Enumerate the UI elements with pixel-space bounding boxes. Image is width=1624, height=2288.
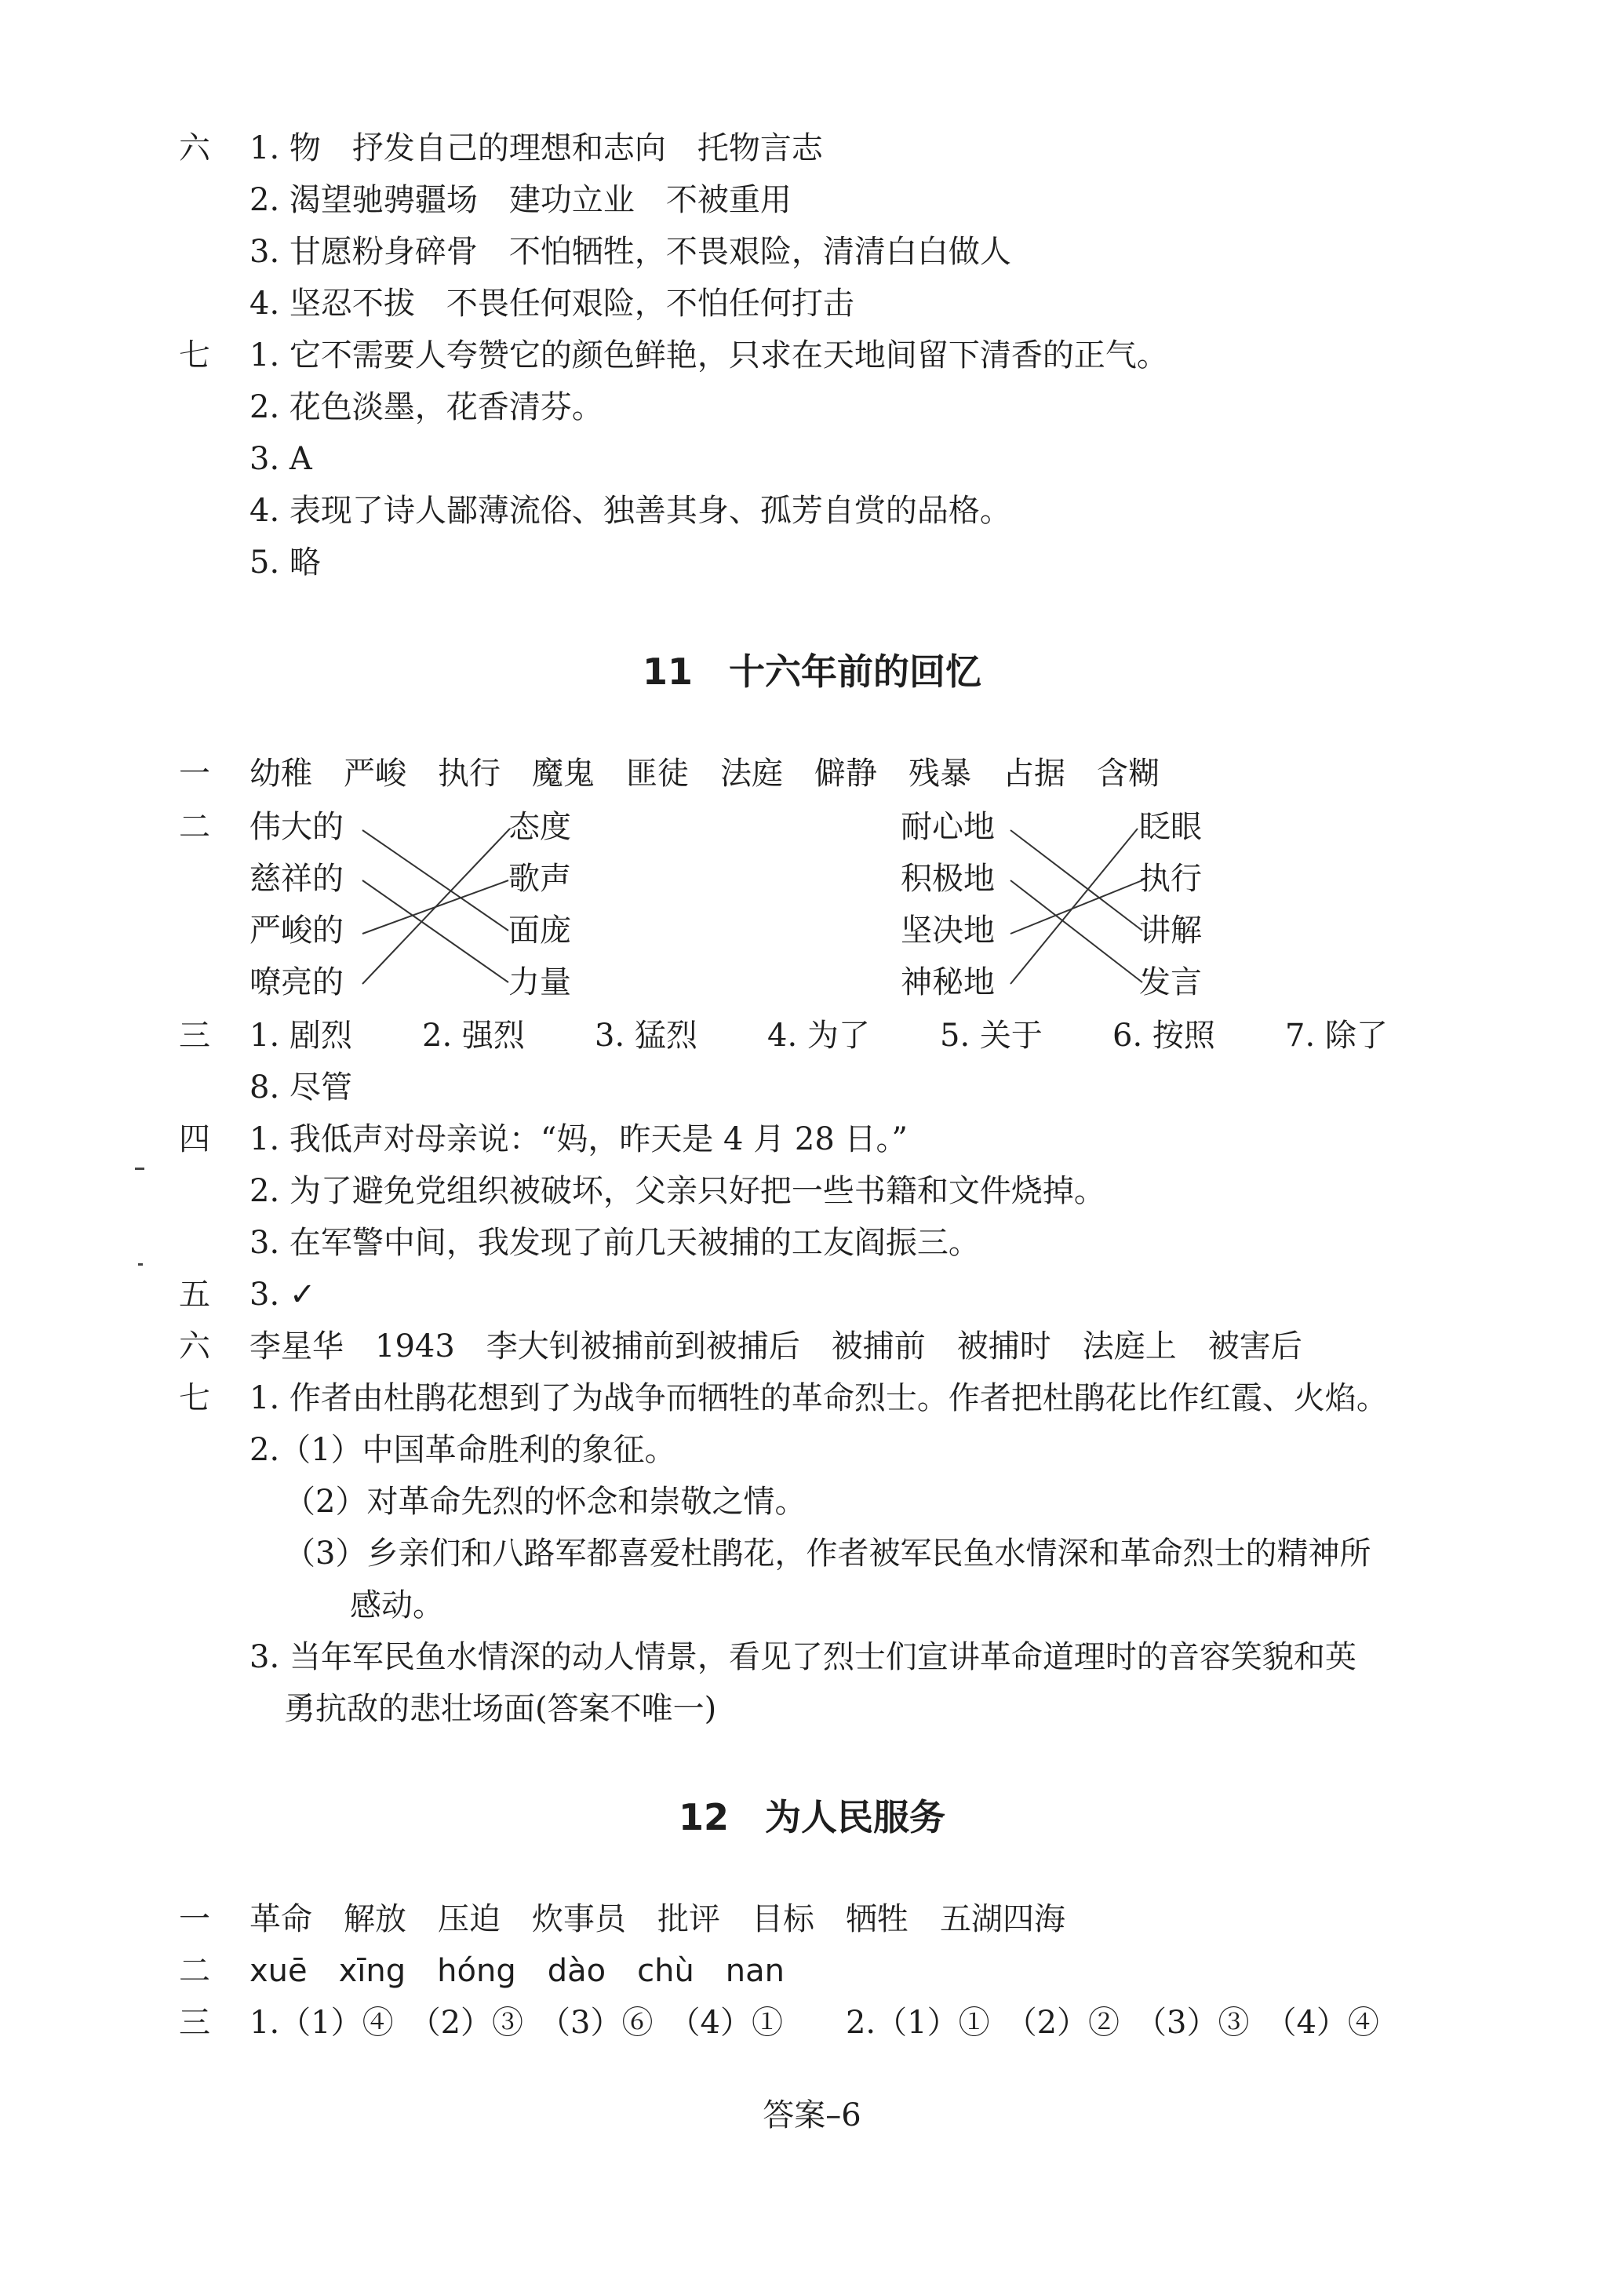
answer-line: 2. 渴望驰骋疆场 建功立业 不被重用	[249, 182, 792, 218]
answer-line: 4. 坚忍不拔 不畏任何艰险，不怕任何打击	[249, 286, 854, 322]
answer-line: （3）乡亲们和八路军都喜爱杜鹃花，作者被军民鱼水情深和革命烈士的精神所	[284, 1536, 1371, 1572]
match-word: 嘹亮的	[249, 964, 344, 1000]
section-label-qi: 七	[179, 337, 210, 373]
answer-item: 1. 剧烈	[249, 1018, 352, 1054]
section-label-er: 二	[179, 1953, 210, 1989]
answer-item: 6. 按照	[1112, 1018, 1215, 1054]
answer-line: 1. 它不需要人夸赞它的颜色鲜艳，只求在天地间留下清香的正气。	[249, 337, 1168, 373]
answer-line: 3. 当年军民鱼水情深的动人情景，看见了烈士们宣讲革命道理时的音容笑貌和英	[249, 1639, 1356, 1675]
match-word: 眨眼	[1139, 809, 1202, 845]
section-label-san: 三	[179, 2005, 210, 2041]
answer-item: 2. 强烈	[422, 1018, 525, 1054]
answer-line: 5. 略	[249, 545, 321, 581]
match-word: 严峻的	[249, 913, 344, 949]
section-label-yi: 一	[179, 1901, 210, 1937]
answer-line: 3. 在军警中间，我发现了前几天被捕的工友阎振三。	[249, 1225, 980, 1261]
answer-line: 勇抗敌的悲壮场面(答案不唯一)	[284, 1691, 717, 1727]
lesson-11-title: 11 十六年前的回忆	[642, 650, 981, 693]
section-label-yi: 一	[179, 756, 210, 792]
section-label-san: 三	[179, 1018, 210, 1054]
page-number: 答案–6	[763, 2097, 861, 2133]
match-word: 慈祥的	[249, 861, 344, 897]
scan-mark	[135, 1168, 144, 1170]
answer-line: 1. 作者由杜鹃花想到了为战争而牺牲的革命烈士。作者把杜鹃花比作红霞、火焰。	[249, 1380, 1388, 1416]
match-word: 积极地	[901, 861, 995, 897]
match-word: 歌声	[508, 861, 571, 897]
match-word: 面庞	[508, 913, 571, 949]
section-label-si: 四	[179, 1121, 210, 1157]
answer-line: 2.（1）中国革命胜利的象征。	[249, 1432, 676, 1468]
answer-line: 2. 为了避免党组织被破坏，父亲只好把一些书籍和文件烧掉。	[249, 1173, 1105, 1209]
match-line	[1010, 880, 1142, 934]
answer-line: 3. ✓	[249, 1277, 316, 1313]
match-word: 耐心地	[901, 809, 995, 845]
match-line	[362, 830, 508, 931]
match-word: 执行	[1139, 861, 1202, 897]
match-line	[362, 880, 508, 982]
match-word: 坚决地	[901, 913, 995, 949]
answer-line: 1. 我低声对母亲说：“妈，昨天是 4 月 28 日。”	[249, 1121, 908, 1157]
answer-item: 4. 为了	[767, 1018, 870, 1054]
answer-item: 5. 关于	[940, 1018, 1043, 1054]
answer-line: 4. 表现了诗人鄙薄流俗、独善其身、孤芳自赏的品格。	[249, 493, 1011, 529]
scan-mark	[138, 1263, 143, 1266]
section-label-liu: 六	[179, 130, 210, 166]
answer-item: 8. 尽管	[249, 1069, 352, 1106]
match-word: 力量	[508, 964, 571, 1000]
match-line	[1010, 880, 1142, 982]
section-label-liu: 六	[179, 1328, 210, 1364]
match-word: 伟大的	[249, 809, 344, 845]
match-word: 态度	[508, 809, 571, 845]
section-label-wu: 五	[179, 1277, 210, 1313]
match-line	[1010, 829, 1138, 984]
match-word: 发言	[1139, 964, 1202, 1000]
answer-line: 幼稚 严峻 执行 魔鬼 匪徒 法庭 僻静 残暴 占据 含糊	[249, 756, 1160, 792]
pinyin-answer-line: xuē xīng hóng dào chù nan	[249, 1953, 785, 1989]
answer-line: 李星华 1943 李大钊被捕前到被捕后 被捕前 被捕时 法庭上 被害后	[249, 1328, 1302, 1364]
match-line	[362, 829, 510, 984]
answer-line: 感动。	[350, 1587, 444, 1623]
answer-line: 革命 解放 压迫 炊事员 批评 目标 牺牲 五湖四海	[249, 1901, 1065, 1937]
match-word: 讲解	[1139, 913, 1202, 949]
section-label-er: 二	[179, 809, 210, 845]
lesson-12-title: 12 为人民服务	[678, 1796, 945, 1838]
answer-line: 2. 花色淡墨，花香清芬。	[249, 389, 603, 425]
answer-item: 7. 除了	[1285, 1018, 1388, 1054]
answer-line: 1.（1）④ （2）③ （3）⑥ （4）① 2.（1）① （2）② （3）③ （4）④	[249, 2005, 1379, 2041]
answer-line: 1. 物 抒发自己的理想和志向 托物言志	[249, 130, 823, 166]
answer-line: （2）对革命先烈的怀念和崇敬之情。	[284, 1484, 807, 1520]
answer-line: 3. 甘愿粉身碎骨 不怕牺牲，不畏艰险，清清白白做人	[249, 234, 1011, 270]
section-label-qi: 七	[179, 1380, 210, 1416]
match-word: 神秘地	[901, 964, 995, 1000]
answer-item: 3. 猛烈	[595, 1018, 697, 1054]
answer-line: 3. A	[249, 441, 312, 477]
match-line	[1010, 830, 1142, 931]
